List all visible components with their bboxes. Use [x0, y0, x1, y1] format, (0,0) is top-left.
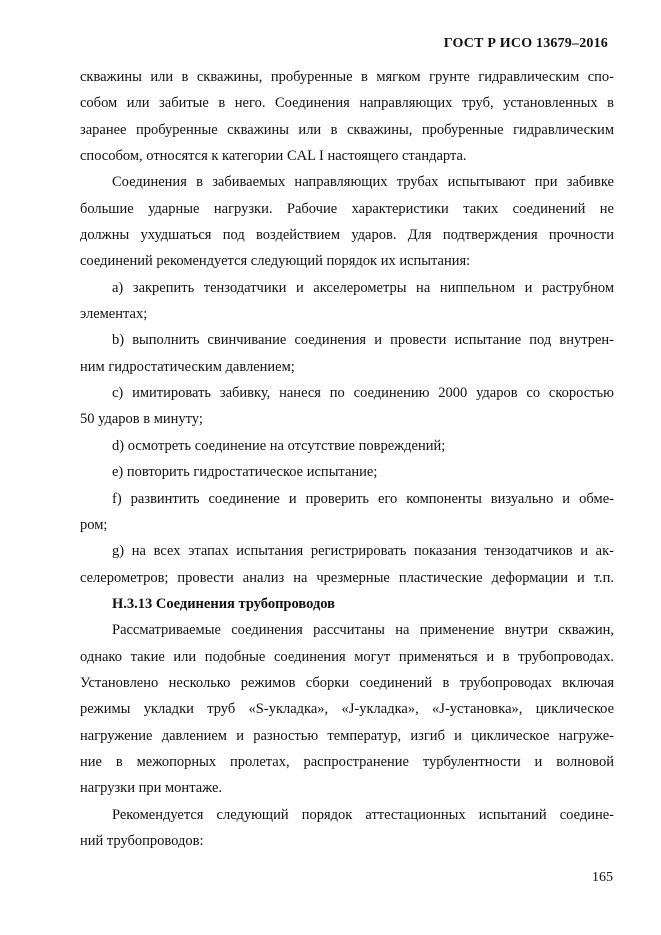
text-line: a) закрепить тензодатчики и акселерометры на ниппельном и раструбном	[112, 279, 614, 296]
text-line: e) повторить гидростатическое испытание;	[112, 464, 378, 481]
text-line: собом или забитые в него. Соединения направляющих труб, установленных в	[80, 95, 614, 112]
text-line: ний трубопроводов:	[80, 832, 204, 849]
page-number: 165	[592, 870, 613, 885]
text-line: Соединения в забиваемых направляющих трубах испытывают при забивке	[112, 174, 614, 191]
text-line: Установлено несколько режимов сборки соединений в трубопроводах включая	[80, 674, 614, 691]
standard-header: ГОСТ Р ИСО 13679–2016	[443, 36, 608, 51]
text-line: соединений рекомендуется следующий порядок их испытания:	[80, 253, 471, 270]
text-line: режимы укладки труб «S-укладка», «J-укладка», «J-установка», циклическое	[80, 701, 614, 718]
text-line: 50 ударов в минуту;	[80, 411, 203, 428]
text-line: f) развинтить соединение и проверить его компоненты визуально и обме-	[112, 490, 614, 507]
text-line: однако такие или подобные соединения могут применяться и в трубопроводах.	[80, 648, 614, 665]
section-heading: Н.3.13 Соединения трубопроводов	[112, 595, 335, 612]
text-line: Рассматриваемые соединения рассчитаны на применение внутри скважин,	[112, 622, 614, 639]
text-line: c) имитировать забивку, нанеся по соединению 2000 ударов со скоростью	[112, 385, 614, 402]
text-line: заранее пробуренные скважины или в скважины, пробуренные гидравлическим	[80, 121, 614, 138]
text-line: g) на всех этапах испытания регистрировать показания тензодатчиков и ак-	[112, 543, 614, 560]
text-line: ним гидростатическим давлением;	[80, 358, 295, 375]
text-line: большие ударные нагрузки. Рабочие характеристики таких соединений не	[80, 200, 614, 217]
text-line: способом, относятся к категории CAL I настоящего стандарта.	[80, 148, 467, 165]
text-line: ние в межопорных пролетах, распространение турбулентности и волновой	[80, 753, 614, 770]
text-line: элементах;	[80, 306, 148, 323]
text-line: скважины или в скважины, пробуренные в мягком грунте гидравлическим спо-	[80, 69, 614, 85]
text-line: b) выполнить свинчивание соединения и провести испытание под внутрен-	[112, 332, 614, 349]
document-body	[80, 64, 614, 854]
text-line: нагружение давлением и разностью температур, изгиб и циклическое нагруже-	[80, 727, 614, 744]
text-line: ром;	[80, 516, 108, 533]
text-line: нагрузки при монтаже.	[80, 780, 223, 797]
text-line: должны ухудшаться под воздействием ударов. Для подтверждения прочности	[80, 227, 614, 244]
text-line: d) осмотреть соединение на отсутствие повреждений;	[112, 437, 446, 454]
text-line: Рекомендуется следующий порядок аттестационных испытаний соедине-	[112, 806, 614, 823]
text-line: селерометров; провести анализ на чрезмерные пластические деформации и т.п.	[80, 569, 614, 586]
